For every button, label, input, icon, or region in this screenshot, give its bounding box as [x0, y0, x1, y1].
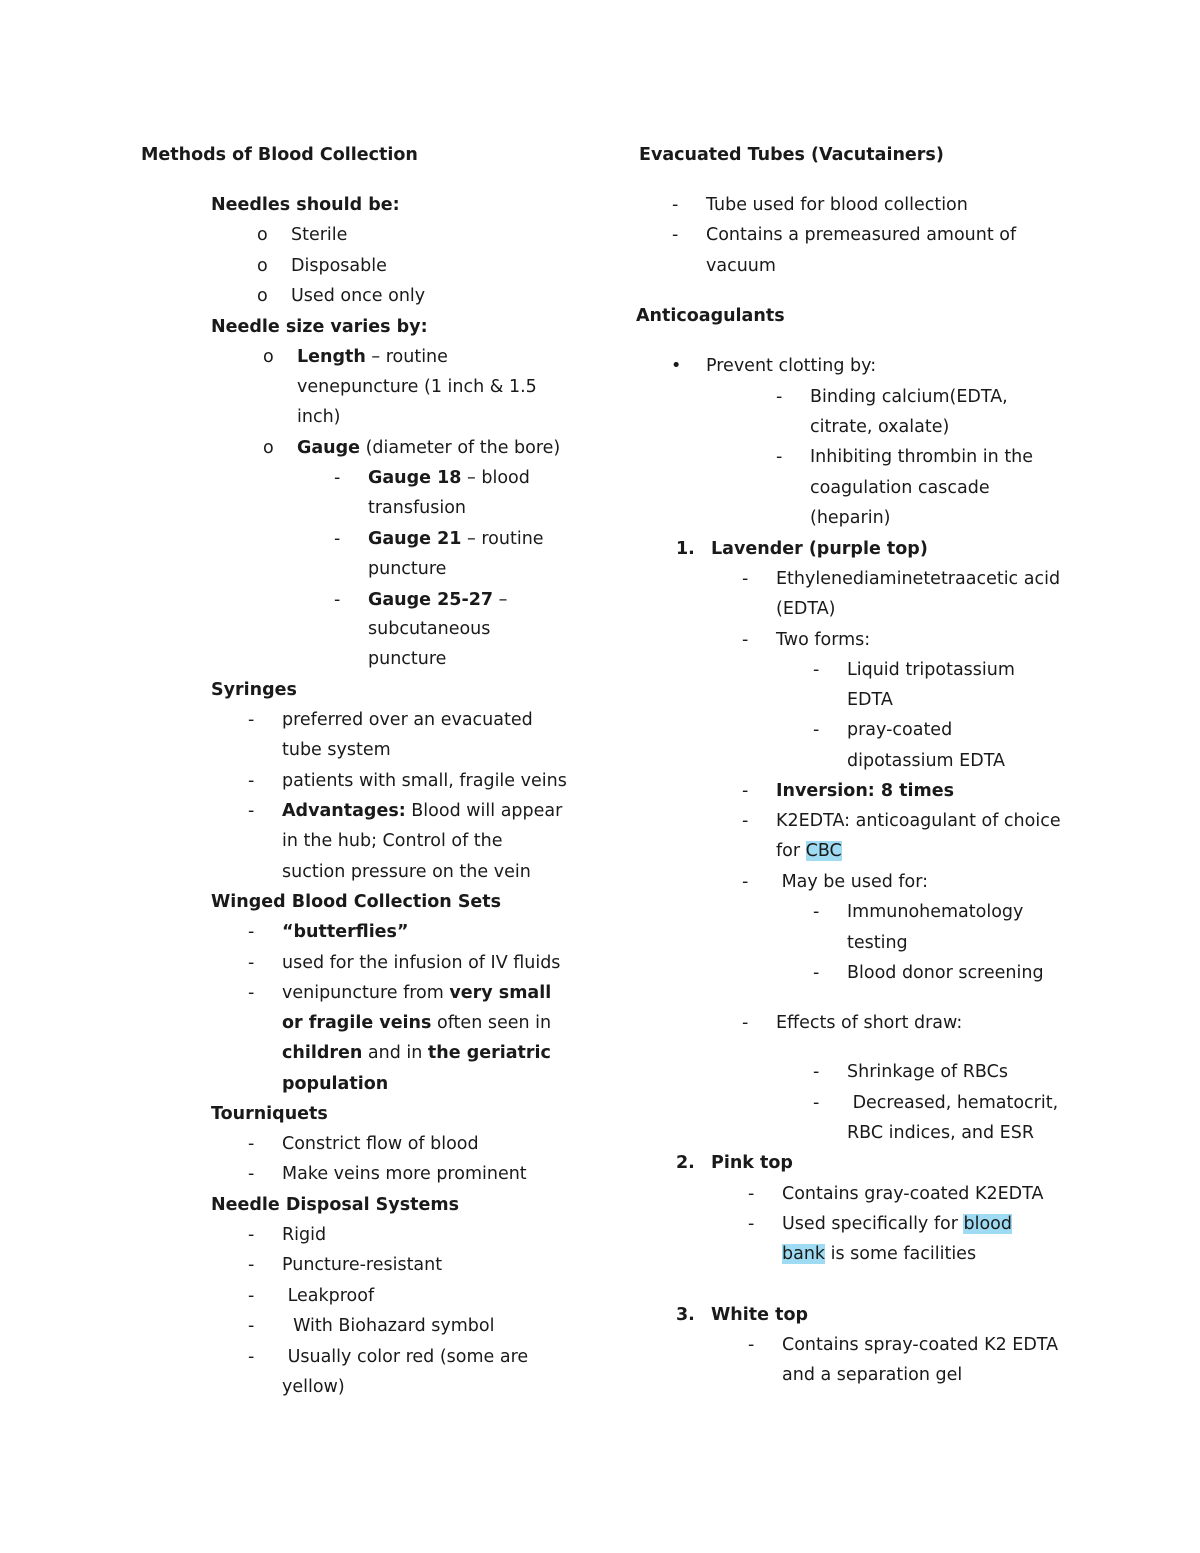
dash-bullet: -	[248, 1316, 255, 1336]
disposal-item: Rigid	[282, 1225, 327, 1245]
circle-bullet: o	[257, 225, 268, 245]
dash-bullet: -	[248, 1134, 255, 1154]
list-number: 1.	[676, 539, 695, 559]
dash-bullet: -	[742, 569, 749, 589]
dash-bullet: -	[248, 953, 255, 973]
dash-bullet: -	[748, 1184, 755, 1204]
binding-cont: citrate, oxalate)	[810, 417, 950, 437]
dash-bullet: -	[672, 225, 679, 245]
syringe-item-cont: tube system	[282, 740, 391, 760]
text-run: the geriatric	[427, 1043, 551, 1063]
disposal-item: With Biohazard symbol	[282, 1316, 495, 1336]
circle-bullet: o	[263, 438, 274, 458]
text-run: or fragile veins	[282, 1013, 432, 1033]
dash-bullet: -	[248, 1164, 255, 1184]
k2edta-line: K2EDTA: anticoagulant of choice	[776, 811, 1061, 831]
advantages-cont: in the hub; Control of the	[282, 831, 503, 851]
gauge21-cont: puncture	[368, 559, 447, 579]
liquid-line: Liquid tripotassium	[847, 660, 1015, 680]
gauge21-text: – routine	[461, 529, 544, 549]
effects-line: Effects of short draw:	[776, 1013, 963, 1033]
syringe-item: patients with small, fragile veins	[282, 771, 567, 791]
immuno-line: Immunohematology	[847, 902, 1024, 922]
circle-bullet: o	[257, 256, 268, 276]
gauge25-cont: puncture	[368, 649, 447, 669]
needles-item: Used once only	[291, 286, 426, 306]
tourniquet-item: Make veins more prominent	[282, 1164, 527, 1184]
winged-heading: Winged Blood Collection Sets	[211, 892, 502, 912]
used-specifically-cont	[782, 1243, 976, 1265]
text-run: often seen in	[431, 1013, 552, 1033]
dash-bullet: -	[742, 781, 749, 801]
advantages-label: Advantages:	[282, 801, 406, 821]
dash-bullet: -	[248, 771, 255, 791]
spray-coated-line: Contains spray-coated K2 EDTA	[782, 1335, 1059, 1355]
advantages-text: Blood will appear	[405, 801, 563, 821]
dash-bullet: -	[776, 387, 783, 407]
gauge21-line	[368, 528, 544, 550]
gauge18-cont: transfusion	[368, 498, 467, 518]
dash-bullet: -	[248, 801, 255, 821]
syringes-heading: Syringes	[211, 680, 297, 700]
immuno-cont: testing	[847, 933, 908, 953]
edta-line: Ethylenediaminetetraacetic acid	[776, 569, 1061, 589]
length-cont: inch)	[297, 407, 341, 427]
shrinkage-line: Shrinkage of RBCs	[847, 1062, 1008, 1082]
winged-item-cont	[282, 1012, 551, 1034]
list-number: 3.	[676, 1305, 695, 1325]
advantages-line	[282, 800, 562, 822]
dash-bullet: -	[813, 1062, 820, 1082]
tourniquet-item: Constrict flow of blood	[282, 1134, 479, 1154]
pink-heading: Pink top	[711, 1153, 793, 1173]
binding-line: Binding calcium(EDTA,	[810, 387, 1008, 407]
length-text: – routine	[365, 347, 448, 367]
dash-bullet: -	[813, 963, 820, 983]
inhibiting-cont: (heparin)	[810, 508, 891, 528]
list-number: 2.	[676, 1153, 695, 1173]
tube-item: Contains a premeasured amount of	[706, 225, 1017, 245]
liquid-cont: EDTA	[847, 690, 893, 710]
text-run: is some facilities	[825, 1244, 977, 1264]
round-bullet: •	[671, 356, 682, 376]
text-run: and in	[362, 1043, 428, 1063]
gauge-text: (diameter of the bore)	[360, 438, 561, 458]
winged-item: used for the infusion of IV fluids	[282, 953, 561, 973]
text-run: Used specifically for	[782, 1214, 964, 1234]
advantages-cont: suction pressure on the vein	[282, 862, 531, 882]
dash-bullet: -	[742, 872, 749, 892]
circle-bullet: o	[263, 347, 274, 367]
gauge21-label: Gauge 21	[368, 529, 462, 549]
disposal-item: Leakproof	[282, 1286, 375, 1306]
winged-item-cont: population	[282, 1074, 389, 1094]
dash-bullet: -	[248, 922, 255, 942]
gauge18-line	[368, 467, 530, 489]
gauge-label: Gauge	[297, 438, 361, 458]
dash-bullet: -	[742, 811, 749, 831]
dash-bullet: -	[334, 468, 341, 488]
text-run: venipuncture from	[282, 983, 450, 1003]
dash-bullet: -	[748, 1335, 755, 1355]
decreased-cont: RBC indices, and ESR	[847, 1123, 1035, 1143]
left-title: Methods of Blood Collection	[141, 145, 418, 165]
gauge18-text: – blood	[461, 468, 530, 488]
k2edta-cont	[776, 840, 842, 862]
tube-item: Tube used for blood collection	[706, 195, 968, 215]
dash-bullet: -	[748, 1214, 755, 1234]
decreased-line: Decreased, hematocrit,	[847, 1093, 1059, 1113]
pray-line: pray-coated	[847, 720, 953, 740]
edta-cont: (EDTA)	[776, 599, 836, 619]
dash-bullet: -	[248, 1225, 255, 1245]
length-label: Length	[297, 347, 366, 367]
lavender-heading: Lavender (purple top)	[711, 539, 928, 559]
anticoagulants-heading: Anticoagulants	[636, 306, 785, 326]
spray-coated-cont: and a separation gel	[782, 1365, 963, 1385]
disposal-item: Usually color red (some are	[282, 1347, 529, 1367]
tube-item-cont: vacuum	[706, 256, 776, 276]
right-title: Evacuated Tubes (Vacutainers)	[639, 145, 944, 165]
size-heading: Needle size varies by:	[211, 317, 428, 337]
used-specifically-line	[782, 1213, 1012, 1235]
length-cont: venepuncture (1 inch & 1.5	[297, 377, 537, 397]
winged-item-cont	[282, 1042, 551, 1064]
text-run: children	[282, 1043, 363, 1063]
disposal-item: Puncture-resistant	[282, 1255, 443, 1275]
tourniquets-heading: Tourniquets	[211, 1104, 328, 1124]
text-run: very small	[449, 983, 552, 1003]
gauge-line	[297, 437, 560, 459]
dash-bullet: -	[776, 447, 783, 467]
white-heading: White top	[711, 1305, 809, 1325]
dash-bullet: -	[813, 902, 820, 922]
inversion-line: Inversion: 8 times	[776, 781, 955, 801]
donor-line: Blood donor screening	[847, 963, 1044, 983]
syringe-item: preferred over an evacuated	[282, 710, 533, 730]
text-run: for	[776, 841, 806, 861]
gauge18-label: Gauge 18	[368, 468, 462, 488]
disposal-heading: Needle Disposal Systems	[211, 1195, 459, 1215]
dash-bullet: -	[334, 529, 341, 549]
gauge25-line	[368, 589, 507, 611]
dash-bullet: -	[813, 720, 820, 740]
length-line	[297, 346, 448, 368]
dash-bullet: -	[248, 1286, 255, 1306]
may-be-used-line: May be used for:	[776, 872, 929, 892]
circle-bullet: o	[257, 286, 268, 306]
winged-item: “butterflies”	[282, 922, 409, 942]
dash-bullet: -	[248, 710, 255, 730]
winged-item	[282, 982, 551, 1004]
dash-bullet: -	[813, 660, 820, 680]
inhibiting-line: Inhibiting thrombin in the	[810, 447, 1034, 467]
dash-bullet: -	[742, 630, 749, 650]
dash-bullet: -	[334, 590, 341, 610]
needles-item: Disposable	[291, 256, 387, 276]
needles-item: Sterile	[291, 225, 348, 245]
bank-highlight: bank	[782, 1244, 826, 1264]
gray-coated-line: Contains gray-coated K2EDTA	[782, 1184, 1044, 1204]
dash-bullet: -	[248, 1347, 255, 1367]
inhibiting-cont: coagulation cascade	[810, 478, 990, 498]
dash-bullet: -	[248, 983, 255, 1003]
dash-bullet: -	[248, 1255, 255, 1275]
pray-cont: dipotassium EDTA	[847, 751, 1006, 771]
dash-bullet: -	[813, 1093, 820, 1113]
gauge25-label: Gauge 25-27	[368, 590, 494, 610]
cbc-highlight: CBC	[805, 841, 842, 861]
two-forms-line: Two forms:	[776, 630, 871, 650]
gauge25-cont: subcutaneous	[368, 619, 491, 639]
gauge25-text: –	[493, 590, 508, 610]
dash-bullet: -	[672, 195, 679, 215]
blood-highlight: blood	[963, 1214, 1012, 1234]
needles-heading: Needles should be:	[211, 195, 400, 215]
dash-bullet: -	[742, 1013, 749, 1033]
prevent-line: Prevent clotting by:	[706, 356, 877, 376]
disposal-item-cont: yellow)	[282, 1377, 345, 1397]
